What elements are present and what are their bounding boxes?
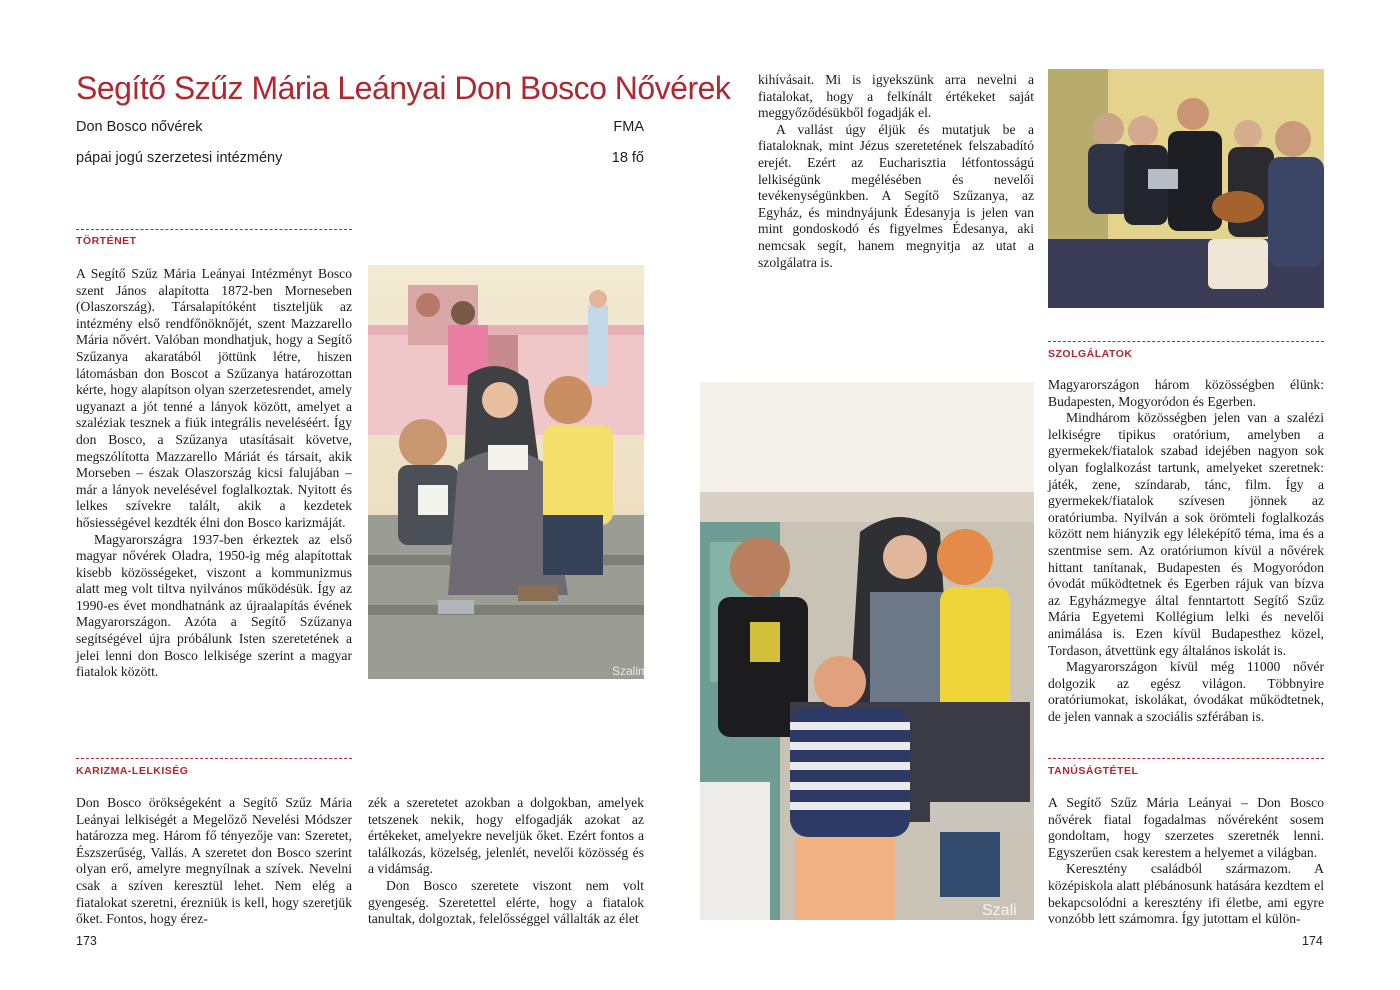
paragraph: Don Bosco örökségeként a Segítő Szűz Mária Leányai lelkiségét a Megelőző Nevelési Módszer határozza meg. Három fő tényezője van: Szeretet, Észszerűség, Vallás. A szeretet don Bosco szerint olyan erő, amelyre megnyílnak a szívek. Nevelni csak a szíven keresztül lehet. Nem elég a fiatalokat szeretni, érezniük is kell, hogy szeretjük őket. Fontos, hogy érez- <box>76 795 352 927</box>
paragraph: kihívásait. Mi is igyekszünk arra nevelni a fiatalokat, hogy a felkínált értékeket saját meggyőződésükből fogadják el. <box>758 72 1034 121</box>
tanusagtetel-text <box>1048 795 1324 928</box>
szolgalatok-text <box>1048 377 1324 725</box>
section-heading-tanusagtetel: TANÚSÁGTÉTEL <box>1048 765 1139 777</box>
paragraph: zék a szeretetet azokban a dolgokban, amelyek tetszenek nekik, hogy elfogadják azokat az értékeket, amelyekre neveljük őket. Ezért fontos a találkozás, közelség, jelenlét, nevelői közösség és a vidámság. <box>368 795 644 877</box>
paragraph: A vallást úgy éljük és mutatjuk be a fiataloknak, mint Jézus szeretetének felszabadító erejét. Ezért az Eucharisztia létfontosságú lelkiségünk megélésében és nevelői tevékenységünkben. A Segítő Szűzanya, az Egyház, és mindnyájunk Édesanyja is jelen van mint gondoskodó és figyelmes Édesanya, aki nemcsak segít, hanem megnyitja az utat a szolgálatra is. <box>758 121 1034 270</box>
order-abbreviation: FMA <box>613 119 644 135</box>
meta-row-type <box>76 150 644 166</box>
paragraph: Magyarországra 1937-ben érkeztek az első magyar nővérek Oladra, 1950-ig még alapítottak kisebb közösségeket, viszont a kommunizmus alatt meg volt tiltva nyilvános működésük. Így az 1990-es évet mondhatnánk az újraalapítás évének Magyarországon. Azóta a Segítő Szűzanya segítségével újra próbálunk Isten szeretetének a jelei lenni don Bosco lelkisége szerint a magyar fiatalok között. <box>76 531 352 680</box>
order-type: pápai jogú szerzetesi intézmény <box>76 150 283 166</box>
photo-music-group <box>1048 69 1324 308</box>
paragraph: Keresztény családból származom. A középiskola alatt plébánosunk hatására kezdtem el bekapcsolódni a keresztény ifi életbe, ami egyre vonzóbb lett számomra. Így jutottam el külön- <box>1048 861 1324 927</box>
order-short-name: Don Bosco nővérek <box>76 119 203 135</box>
section-heading-tortenet: TÖRTÉNET <box>76 235 137 247</box>
photo-watermark: Szali <box>982 902 1017 919</box>
page-number-left: 173 <box>76 934 97 948</box>
paragraph: Don Bosco szeretete viszont nem volt gyengeség. Szeretettel elérte, hogy a fiatalok tanultak, dolgoztak, felelősséggel vállalták az élet <box>368 877 644 927</box>
section-divider <box>1048 758 1324 759</box>
paragraph: Magyarországon kívül még 11000 nővér dolgozik az egész világon. Többnyire oratóriumokat, iskolákat, óvodákat működtetnek, de jelen vannak a szociális szférában is. <box>1048 659 1324 724</box>
section-heading-karizma: KARIZMA-LELKISÉG <box>76 765 189 777</box>
member-count: 18 fő <box>611 150 644 166</box>
tortenet-text <box>76 266 352 681</box>
paragraph: A Segítő Szűz Mária Leányai – Don Bosco nővérek fiatal fogadalmas nővéreként sosem gondoltam, hogy szerzetes szeretnék lenni. Egyszerűen csak kerestem a helyemet a világban. <box>1048 795 1324 860</box>
section-divider <box>1048 341 1324 342</box>
photo-watermark: Szalim <box>612 664 649 678</box>
section-divider <box>76 229 352 230</box>
photo-oratory-game <box>700 382 1034 920</box>
section-heading-szolgalatok: SZOLGÁLATOK <box>1048 348 1133 360</box>
paragraph: A Segítő Szűz Mária Leányai Intézményt Bosco szent János alapította 1872-ben Morneseben (Olaszország). Társalapítóként tiszteljük az intézmény első rendfőnöknőjét, szent Mazzarello Mária nővért. Valóban mondhatjuk, hogy a Segítő Szűzanya akaratából jöttünk létre, hiszen látomásban don Boscot a Szűzanya határozottan kérte, hogy alapítson olyan szerzetesrendet, amely ugyanazt a jót tenné a lányok között, amelyet a szaléziak tesznek a fiúk integrális neveléséért. Így don Bosco, a Szűzanya utasításait követve, megszólította Mazzarello Máriát és társait, akik Morseben – észak Olaszország kicsi falujában – már a lányok nevelésével foglalkoztak. Nyitott és lelkes szívekre talált, akik a kezdetek hősiességével kezdték élni don Bosco karizmáját. <box>76 266 352 530</box>
section-divider <box>76 758 352 759</box>
karizma-text-col1 <box>76 795 352 928</box>
photo-sister-with-children <box>368 265 649 679</box>
paragraph: Mindhárom közösségben jelen van a szalézi lelkiségre tipikus oratórium, amelyben a gyermekek/fiatalok szabad idejében nagyon sok olyan foglalkozást tartunk, amelyeket szeretnek: játék, zene, színdarab, tánc, film. Így a gyermekek/fiatalok szívesen jönnek az oratóriumba. Nyilván a sok örömteli foglalkozás között nem hiányzik egy léleképítő téma, ima és a szentmise sem. Az oratóriumon kívül a nővérek hittant tanítanak, Budapesten és Mogyoródon óvodát működtetnek és Egerben rájuk van bízva az Egyházmegye által fenntartott Segítő Szűz Mária Egyetemi Kollégium lelki és nevelői animálása is. Ezen kívül Budapesthez közel, Tordason, átvettünk egy általános iskolát is. <box>1048 410 1324 658</box>
paragraph: Magyarországon három közösségben élünk: Budapesten, Mogyoródon és Egerben. <box>1048 377 1324 409</box>
page-title: Segítő Szűz Mária Leányai Don Bosco Nővérek <box>76 70 731 106</box>
meta-row-name <box>76 119 644 135</box>
page-number-right: 174 <box>1302 934 1323 948</box>
karizma-text-continued <box>758 72 1034 271</box>
karizma-text-col2 <box>368 795 644 928</box>
